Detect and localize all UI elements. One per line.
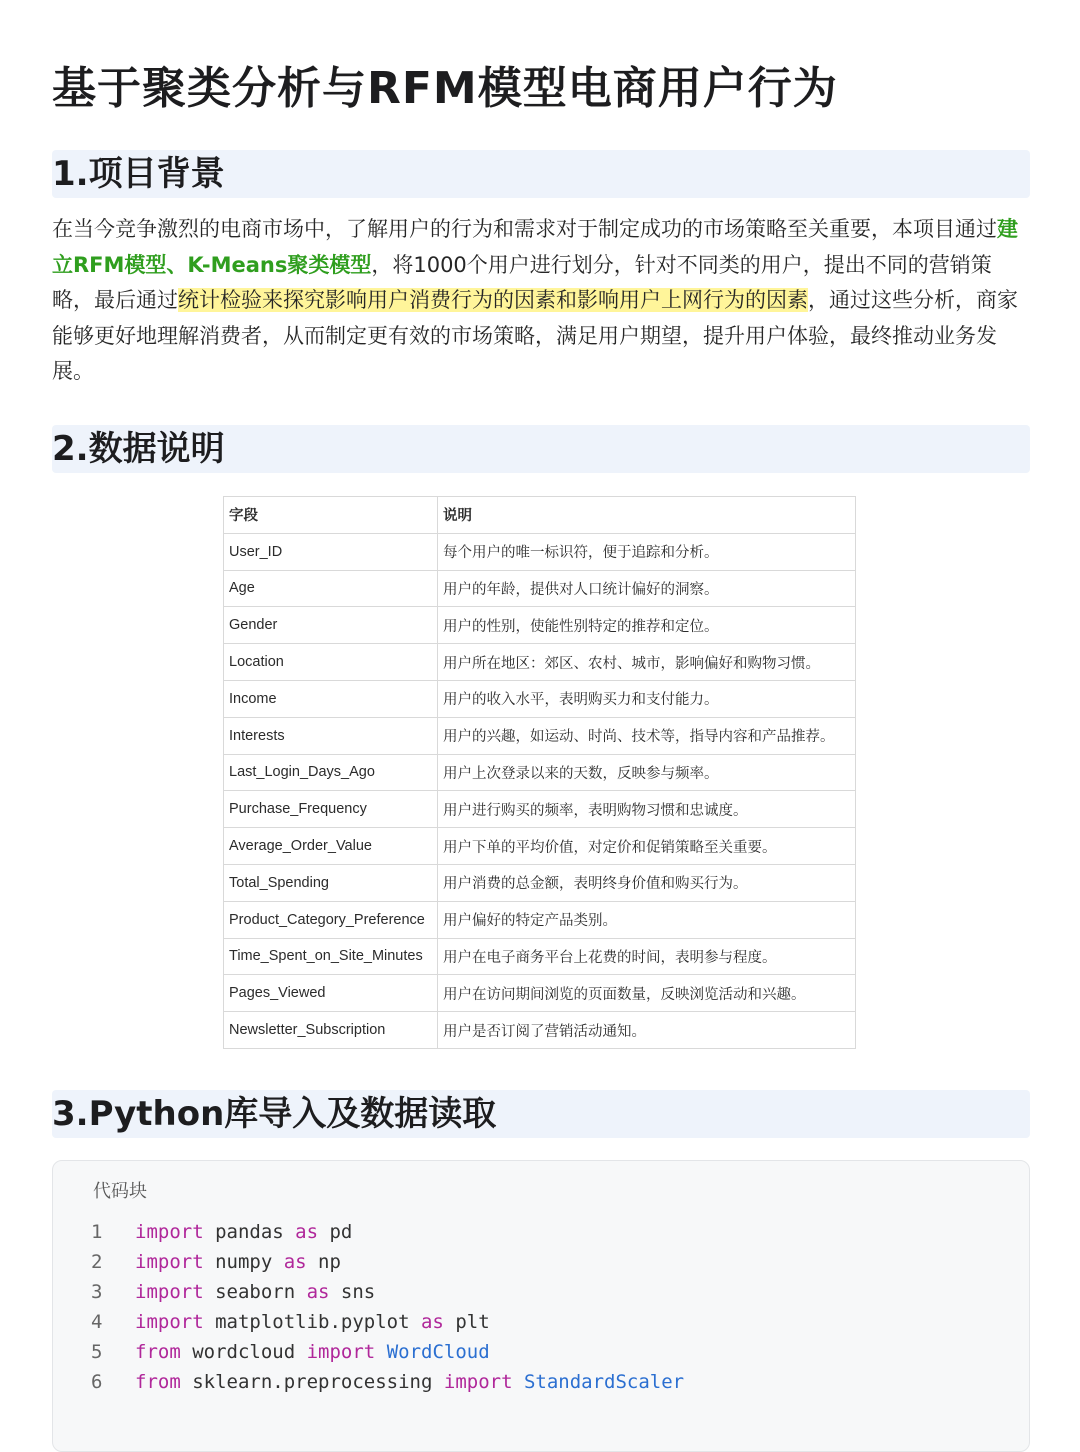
header-field: 字段 [224, 497, 438, 534]
field-table [223, 496, 856, 1049]
field-name-cell: Location [224, 644, 438, 681]
line-number: 1 [91, 1221, 103, 1243]
line-number: 6 [91, 1371, 103, 1393]
background-paragraph [52, 212, 1030, 390]
code-keyword: from [135, 1341, 181, 1363]
code-keyword: as [295, 1221, 319, 1243]
field-name-cell: Total_Spending [224, 864, 438, 901]
section-header-data [52, 425, 1030, 473]
table-row [224, 717, 856, 754]
background-text-3: ，通过这些分析，商家能够更好地理解消费者，从而制定更有效的市场策略，满足用户期望，提升用户体验，最终推动业务发展。 [52, 288, 1018, 383]
table-row [224, 607, 856, 644]
field-name-cell: Interests [224, 717, 438, 754]
code-class-name: WordCloud [386, 1341, 490, 1363]
field-description-cell: 用户的年龄，提供对人口统计偏好的洞察。 [438, 570, 856, 607]
field-description-cell: 用户在访问期间浏览的页面数量，反映浏览活动和兴趣。 [438, 975, 856, 1012]
line-number: 2 [91, 1251, 103, 1273]
field-description-cell: 用户消费的总金额，表明终身价值和购买行为。 [438, 864, 856, 901]
code-source [135, 1247, 341, 1277]
table-row [224, 828, 856, 865]
line-number: 5 [91, 1341, 103, 1363]
table-row [224, 570, 856, 607]
code-class-name: StandardScaler [523, 1371, 685, 1393]
code-line [53, 1367, 1029, 1397]
field-description-cell: 用户下单的平均价值，对定价和促销策略至关重要。 [438, 828, 856, 865]
code-line [53, 1337, 1029, 1367]
field-name-cell: Age [224, 570, 438, 607]
section-title-python: 3.Python库导入及数据读取 [52, 1094, 497, 1134]
page-title: 基于聚类分析与RFM模型电商用户行为 [52, 63, 838, 114]
highlight-statistics: 统计检验来探究影响用户消费行为的因素和影响用户上网行为的因素 [178, 288, 808, 312]
code-text: seaborn [203, 1281, 307, 1303]
field-name-cell: Product_Category_Preference [224, 901, 438, 938]
field-name-cell: Last_Login_Days_Ago [224, 754, 438, 791]
code-source [135, 1307, 490, 1337]
table-row [224, 644, 856, 681]
section-header-python [52, 1090, 1030, 1138]
code-line [53, 1247, 1029, 1277]
line-number: 4 [91, 1311, 103, 1333]
code-line [53, 1277, 1029, 1307]
field-description-cell: 用户偏好的特定产品类别。 [438, 901, 856, 938]
code-keyword: from [135, 1371, 181, 1393]
table-row [224, 754, 856, 791]
field-name-cell: Average_Order_Value [224, 828, 438, 865]
table-header-row [224, 497, 856, 534]
code-line [53, 1217, 1029, 1247]
code-keyword: import [135, 1281, 204, 1303]
table-row [224, 864, 856, 901]
code-lines [53, 1217, 1029, 1397]
header-description: 说明 [438, 497, 856, 534]
section-title-background: 1.项目背景 [52, 154, 225, 194]
section-header-background [52, 150, 1030, 198]
field-name-cell: Newsletter_Subscription [224, 1012, 438, 1049]
table-row [224, 791, 856, 828]
table-row [224, 975, 856, 1012]
code-keyword: import [135, 1251, 204, 1273]
section-title-data: 2.数据说明 [52, 429, 225, 469]
code-source [135, 1217, 352, 1247]
code-text: matplotlib.pyplot [203, 1311, 421, 1333]
code-text [513, 1371, 524, 1393]
code-block-label: 代码块 [93, 1181, 147, 1202]
code-source [135, 1277, 375, 1307]
highlight-models: 建立RFM模型、K-Means聚类模型 [52, 217, 1018, 277]
code-keyword: import [306, 1341, 376, 1363]
code-text: sns [329, 1281, 376, 1303]
field-description-cell: 用户的兴趣，如运动、时尚、技术等，指导内容和产品推荐。 [438, 717, 856, 754]
code-text: pandas [203, 1221, 296, 1243]
field-description-cell: 用户是否订阅了营销活动通知。 [438, 1012, 856, 1049]
field-name-cell: Income [224, 680, 438, 717]
field-description-cell: 用户进行购买的频率，表明购物习惯和忠诚度。 [438, 791, 856, 828]
code-text: plt [443, 1311, 490, 1333]
field-description-cell: 用户所在地区：郊区、农村、城市，影响偏好和购物习惯。 [438, 644, 856, 681]
table-row [224, 1012, 856, 1049]
field-description-cell: 用户上次登录以来的天数，反映参与频率。 [438, 754, 856, 791]
code-text [375, 1341, 386, 1363]
code-text: wordcloud [180, 1341, 307, 1363]
table-row [224, 938, 856, 975]
code-text: sklearn.preprocessing [180, 1371, 444, 1393]
code-keyword: as [306, 1281, 330, 1303]
code-block [52, 1160, 1030, 1452]
table-row [224, 901, 856, 938]
code-keyword: import [443, 1371, 513, 1393]
field-name-cell: Purchase_Frequency [224, 791, 438, 828]
code-text: numpy [203, 1251, 284, 1273]
field-name-cell: Time_Spent_on_Site_Minutes [224, 938, 438, 975]
field-description-cell: 用户在电子商务平台上花费的时间，表明参与程度。 [438, 938, 856, 975]
field-name-cell: User_ID [224, 533, 438, 570]
code-line [53, 1307, 1029, 1337]
code-keyword: as [420, 1311, 444, 1333]
table-row [224, 680, 856, 717]
background-text-2: ，将1000个用户进行划分，针对不同类的用户，提出不同的营销策略，最后通过 [52, 252, 992, 312]
line-number: 3 [91, 1281, 103, 1303]
code-source [135, 1367, 684, 1397]
code-keyword: import [135, 1311, 204, 1333]
code-keyword: import [135, 1221, 204, 1243]
field-description-cell: 每个用户的唯一标识符，便于追踪和分析。 [438, 533, 856, 570]
field-description-cell: 用户的收入水平，表明购买力和支付能力。 [438, 680, 856, 717]
code-text: np [306, 1251, 341, 1273]
code-source [135, 1337, 490, 1367]
field-description-cell: 用户的性别，使能性别特定的推荐和定位。 [438, 607, 856, 644]
background-text-1: 在当今竞争激烈的电商市场中，了解用户的行为和需求对于制定成功的市场策略至关重要，本项目通过 [52, 217, 997, 241]
field-name-cell: Pages_Viewed [224, 975, 438, 1012]
field-name-cell: Gender [224, 607, 438, 644]
code-text: pd [318, 1221, 353, 1243]
table-row [224, 533, 856, 570]
code-keyword: as [283, 1251, 307, 1273]
